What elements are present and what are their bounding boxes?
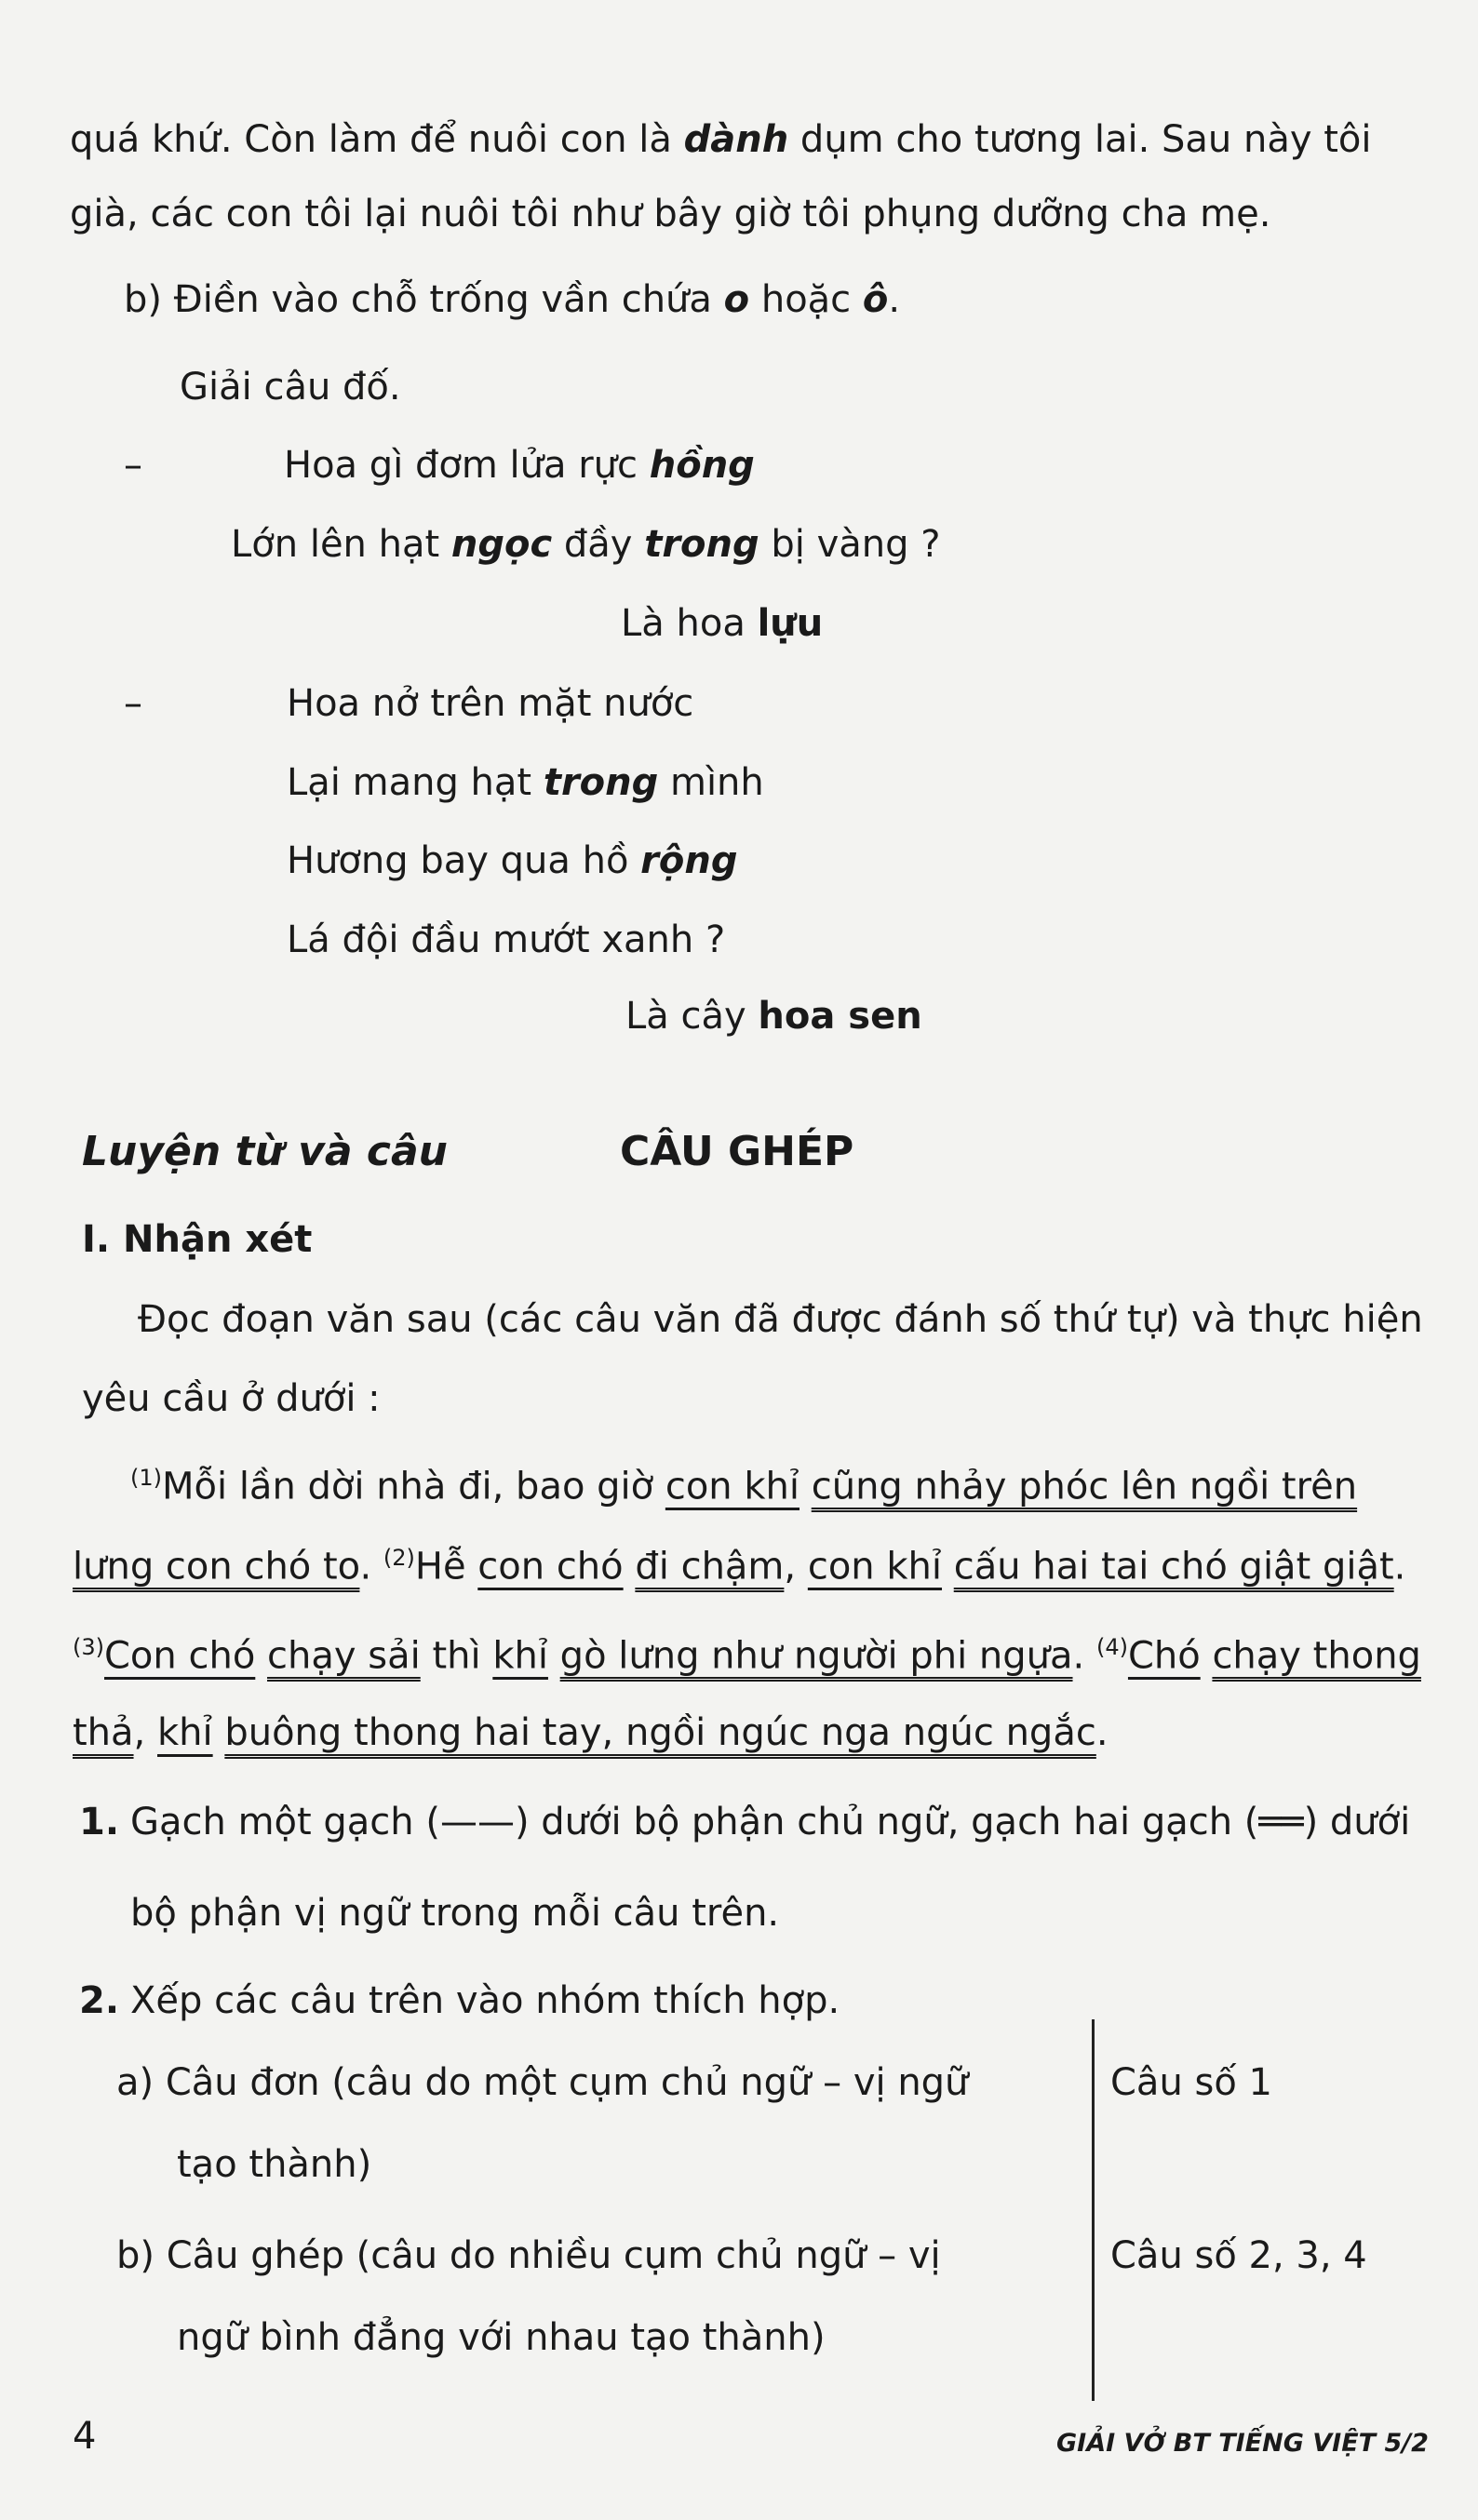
text: ) dưới [1303, 1801, 1411, 1843]
subject: con khỉ [807, 1545, 943, 1588]
text: . [359, 1545, 383, 1588]
bold-word: trong [644, 523, 759, 566]
subject: con khỉ [665, 1465, 800, 1508]
text: . [1095, 1711, 1108, 1754]
text [255, 1634, 267, 1677]
passage-line-4 [73, 1709, 1108, 1757]
text: Hoa gì đơm lửa rực [284, 444, 650, 487]
text [624, 1545, 636, 1588]
predicate: gò lưng như người phi ngựa [559, 1634, 1073, 1678]
text: ) dưới bộ phận chủ ngữ, gạch hai gạch ( [514, 1801, 1259, 1843]
riddle2-line-4: Lá đội đầu mướt xanh ? [287, 918, 726, 961]
bold-word: ngọc [450, 523, 553, 566]
dash-2: – [124, 682, 142, 725]
table-a-answer: Câu số 1 [1110, 2061, 1272, 2104]
riddle-label: Giải câu đố. [180, 366, 401, 409]
text: . [888, 278, 901, 321]
bold-word: hoa sen [758, 995, 922, 1038]
q1-number: 1. [79, 1801, 120, 1843]
book-title: GIẢI VỞ BT TIẾNG VIỆT 5/2 [1056, 2429, 1429, 2458]
text: Mỗi lần dời nhà đi, bao giờ [162, 1465, 665, 1508]
bold-word: dành [683, 118, 789, 161]
text: Hương bay qua hồ [287, 839, 641, 882]
predicate: lưng con chó to [73, 1545, 360, 1588]
text: , [133, 1711, 157, 1754]
riddle1-answer [621, 599, 823, 648]
subject: khỉ [492, 1634, 548, 1678]
intro-line-1 [70, 115, 1372, 164]
table-b-line-2: ngữ bình đẳng với nhau tạo thành) [177, 2316, 826, 2359]
passage-line-3 [73, 1623, 1421, 1680]
text: quá khứ. Còn làm để nuôi con là [70, 118, 684, 161]
text: Gạch một gạch ( [130, 1801, 440, 1843]
text: dụm cho tương lai. Sau này tôi [788, 118, 1372, 161]
predicate: chạy sải [267, 1634, 421, 1678]
sentence-number: (1) [130, 1465, 162, 1491]
text: Lại mang hạt [287, 761, 544, 804]
text [942, 1545, 954, 1588]
passage-line-2 [73, 1534, 1405, 1590]
riddle1-line-1 [284, 441, 755, 489]
predicate: thả [73, 1711, 134, 1754]
sentence-number: (4) [1095, 1634, 1128, 1660]
section-category: Luyện từ và câu [82, 1128, 448, 1175]
bold-o: o [723, 278, 750, 321]
text: đầy [552, 523, 645, 566]
text: bị vàng ? [759, 523, 941, 566]
riddle1-line-2 [231, 520, 940, 569]
predicate: cấu hai tai chó giật giật [953, 1545, 1394, 1588]
text: Là hoa [621, 602, 758, 645]
section-title: CÂU GHÉP [620, 1128, 854, 1175]
text [548, 1634, 560, 1677]
bold-word: rộng [640, 839, 738, 882]
text: . [1393, 1545, 1406, 1588]
text: , [784, 1545, 808, 1588]
predicate: buông thong hai tay, ngồi ngúc nga ngúc ngắc [224, 1711, 1096, 1754]
passage-line-1 [130, 1454, 1357, 1510]
bold-o2: ô [862, 278, 889, 321]
sentence-number: (3) [73, 1634, 104, 1660]
q2-text: Xếp các câu trên vào nhóm thích hợp. [130, 1979, 840, 2022]
text: hoặc [749, 278, 863, 321]
table-b-line-1: b) Câu ghép (câu do nhiều cụm chủ ngữ – vị [116, 2234, 941, 2277]
text: thì [420, 1634, 493, 1678]
riddle2-line-1: Hoa nở trên mặt nước [287, 682, 694, 725]
text: Hễ [414, 1545, 478, 1588]
q1-line-2: bộ phận vị ngữ trong mỗi câu trên. [130, 1892, 780, 1935]
riddle2-answer [625, 992, 922, 1040]
predicate: đi chậm [635, 1545, 785, 1588]
text: b) Điền vào chỗ trống vần chứa [124, 278, 724, 321]
q2-number: 2. [79, 1979, 120, 2022]
task-b [124, 275, 900, 324]
text [1201, 1634, 1213, 1677]
intro-line-2: già, các con tôi lại nuôi tôi như bây giờ tôi phụng dưỡng cha mẹ. [70, 193, 1271, 235]
instruction-line-1: Đọc đoạn văn sau (các câu văn đã được đánh số thứ tự) và thực hiện [138, 1298, 1423, 1341]
bold-word: lựu [757, 602, 824, 645]
table-b-answer: Câu số 2, 3, 4 [1110, 2234, 1367, 2277]
page-number: 4 [73, 2415, 97, 2458]
text: mình [658, 761, 764, 804]
subject: Chó [1127, 1634, 1201, 1678]
double-line-symbol: ══ [1258, 1801, 1304, 1843]
instruction-line-2: yêu cầu ở dưới : [82, 1377, 381, 1420]
text [799, 1465, 812, 1508]
subject: con chó [477, 1545, 624, 1588]
predicate: chạy thong [1212, 1634, 1421, 1678]
text [213, 1711, 225, 1754]
sentence-number: (2) [383, 1545, 415, 1571]
text: Là cây [625, 995, 759, 1038]
table-a-line-2: tạo thành) [177, 2143, 372, 2186]
single-line-symbol: —— [439, 1801, 515, 1843]
dash-1: – [124, 444, 142, 487]
riddle2-line-3 [287, 837, 737, 885]
text: . [1072, 1634, 1096, 1678]
text: Lớn lên hạt [231, 523, 451, 566]
table-a-line-1: a) Câu đơn (câu do một cụm chủ ngữ – vị ngữ [116, 2061, 969, 2104]
bold-word: hồng [649, 444, 755, 487]
predicate: cũng nhảy phóc lên ngồi trên [811, 1465, 1358, 1508]
table-divider [1092, 2019, 1095, 2401]
bold-word: trong [543, 761, 659, 804]
q1-line-1 [130, 1798, 1410, 1846]
subject: Con chó [104, 1634, 256, 1678]
subject: khỉ [156, 1711, 213, 1754]
riddle2-line-2 [287, 758, 764, 807]
part-heading: I. Nhận xét [82, 1218, 313, 1261]
